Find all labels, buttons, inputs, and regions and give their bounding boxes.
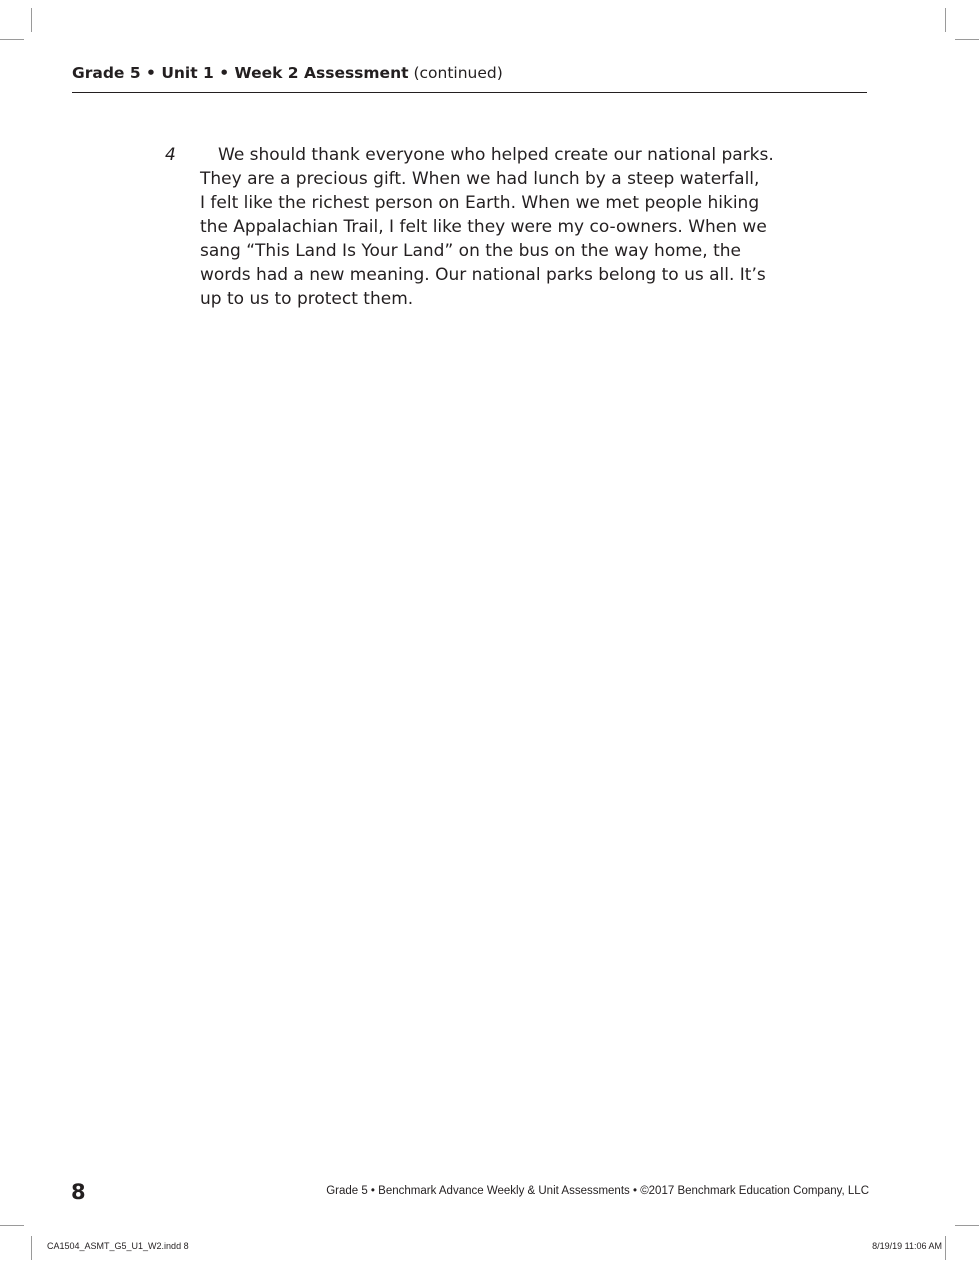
page-header <box>72 63 867 83</box>
slug-timestamp: 8/19/19 11:06 AM <box>872 1241 942 1251</box>
header-continued: (continued) <box>413 64 503 82</box>
passage-line: sang “This Land Is Your Land” on the bus on the way home, the <box>200 241 741 261</box>
passage-line: They are a precious gift. When we had lunch by a steep waterfall, <box>200 169 760 189</box>
footer-credit: Grade 5 • Benchmark Advance Weekly & Unit Assessments • ©2017 Benchmark Education Company, LLC <box>326 1185 869 1197</box>
crop-mark-bottom-right <box>945 1236 946 1260</box>
passage-line: words had a new meaning. Our national parks belong to us all. It’s <box>200 265 766 285</box>
crop-mark-top-right-h <box>955 39 979 40</box>
crop-mark-top-left <box>31 8 32 32</box>
header-divider <box>72 92 867 93</box>
crop-mark-bottom-right-h <box>955 1225 979 1226</box>
slug-filename: CA1504_ASMT_G5_U1_W2.indd 8 <box>47 1241 189 1251</box>
crop-mark-bottom-left-h <box>0 1225 24 1226</box>
passage-line: the Appalachian Trail, I felt like they were my co-owners. When we <box>200 217 767 237</box>
paragraph-number: 4 <box>165 145 176 165</box>
passage-line: I felt like the richest person on Earth. When we met people hiking <box>200 193 760 213</box>
header-title: Grade 5 • Unit 1 • Week 2 Assessment <box>72 64 409 82</box>
passage-line: We should thank everyone who helped create our national parks. <box>218 145 774 165</box>
passage-paragraph <box>200 143 780 311</box>
crop-mark-top-left-h <box>0 39 24 40</box>
page-number: 8 <box>71 1180 86 1204</box>
crop-mark-top-right <box>945 8 946 32</box>
passage-line: up to us to protect them. <box>200 289 414 309</box>
crop-mark-bottom-left <box>31 1236 32 1260</box>
